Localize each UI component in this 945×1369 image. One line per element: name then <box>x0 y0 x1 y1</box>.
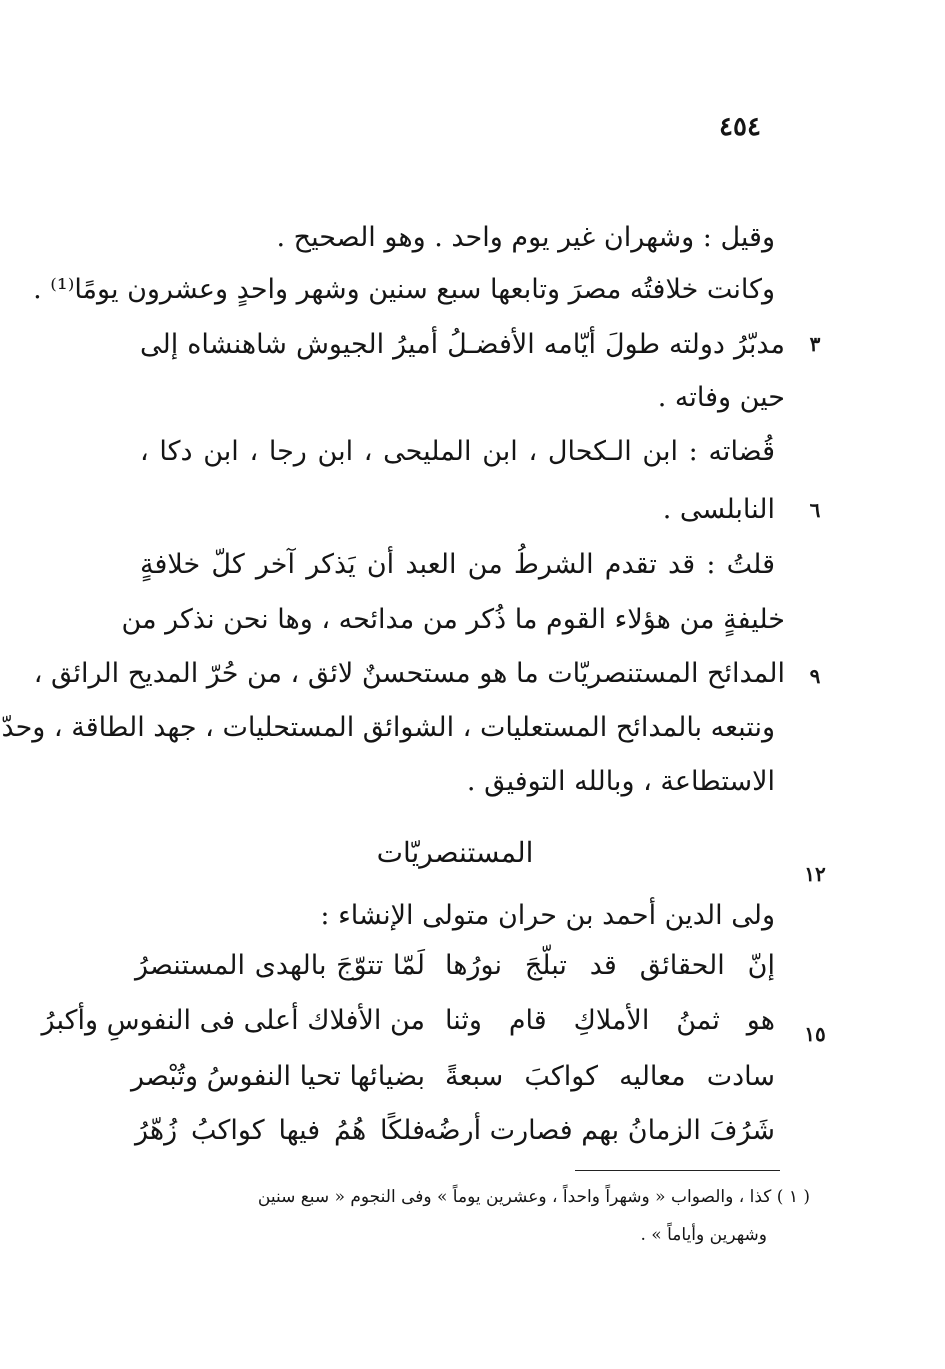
text-line-7: قلتُ : قد تقدم الشرطُ من العبد أن يَذكر آخر كلّ خلافةٍ <box>140 549 775 580</box>
verse-second-hemistich: لَمّا تتوّجَ بالهدى المستنصرُ <box>135 950 425 981</box>
verse-first-hemistich: شَرُفَ الزمانُ بهم فصارت أرضُه <box>423 1115 775 1146</box>
poem-intro: ولى الدين أحمد بن حران متولى الإنشاء : <box>320 900 775 931</box>
text-line-10: ونتبعه بالمدائح المستعليات ، الشوائق المستحليات ، جهد الطاقة ، وحدّ <box>1 712 775 743</box>
verse-line <box>41 1000 775 1042</box>
verse-first-hemistich: هو ثمنُ الأملاكِ قام وثنا <box>445 1005 775 1036</box>
footnote-line-2: وشهرين وأياماً » . <box>640 1225 767 1245</box>
verse-first-hemistich: سادت معاليه كواكبَ سبعةً <box>445 1061 775 1092</box>
text-line-3: مدبّرُ دولته طولَ أيّامه الأفضـلُ أميرُ الجيوش شاهنشاه إلى <box>140 329 785 360</box>
section-heading: المستنصريّات <box>376 836 534 869</box>
verse-line <box>135 1110 775 1152</box>
line-number-marker: ١٢ <box>804 862 826 886</box>
line-number-marker: ٣ <box>809 332 821 356</box>
text-line-6: النابلسى . <box>662 494 775 525</box>
text-line-4: حين وفاته . <box>657 382 785 413</box>
footnote-separator <box>575 1170 780 1171</box>
page-number: ٤٥٤ <box>719 112 761 142</box>
verse-second-hemistich: من الأفلاك أعلى فى النفوسِ وأكبرُ <box>41 1005 425 1036</box>
verse-second-hemistich: بضيائها تحيا النفوسُ وتُبْصر <box>130 1061 425 1092</box>
text-line-1: وقيل : وشهران غير يوم واحد . وهو الصحيح . <box>276 222 775 253</box>
text-line-11: الاستطاعة ، وبالله التوفيق . <box>466 766 775 797</box>
verse-line <box>135 945 775 987</box>
line-number-marker: ٦ <box>809 498 821 522</box>
text-line-5: قُضاته : ابن الـكحال ، ابن المليحى ، ابن رجا ، ابن دكا ، <box>140 436 775 467</box>
text-line-8: خليفةٍ من هؤلاء القوم ما ذُكر من مدائحه ، وها نحن نذكر من <box>121 604 785 635</box>
verse-first-hemistich: إنّ الحقائق قد تبلّجَ نورُها <box>445 950 775 981</box>
text-line-2: وكانت خلافتُه مصرَ وتابعها سبع سنين وشهر واحدٍ وعشرون يومًا⁽¹⁾ . <box>33 274 775 305</box>
line-number-marker: ٩ <box>809 664 821 688</box>
verse-line <box>130 1056 775 1098</box>
verse-second-hemistich: فلكًا هُمُ فيها كواكبُ زُهّرُ <box>135 1115 425 1146</box>
footnote-line-1: ( ١ ) كذا ، والصواب « وشهراً واحداً ، وعشرين يوماً » وفى النجوم « سبع سنين <box>257 1187 810 1207</box>
text-line-9: المدائح المستنصريّات ما هو مستحسنٌ لائق ، من حُرّ المديح الرائق ، <box>33 658 785 689</box>
line-number-marker: ١٥ <box>804 1022 826 1046</box>
